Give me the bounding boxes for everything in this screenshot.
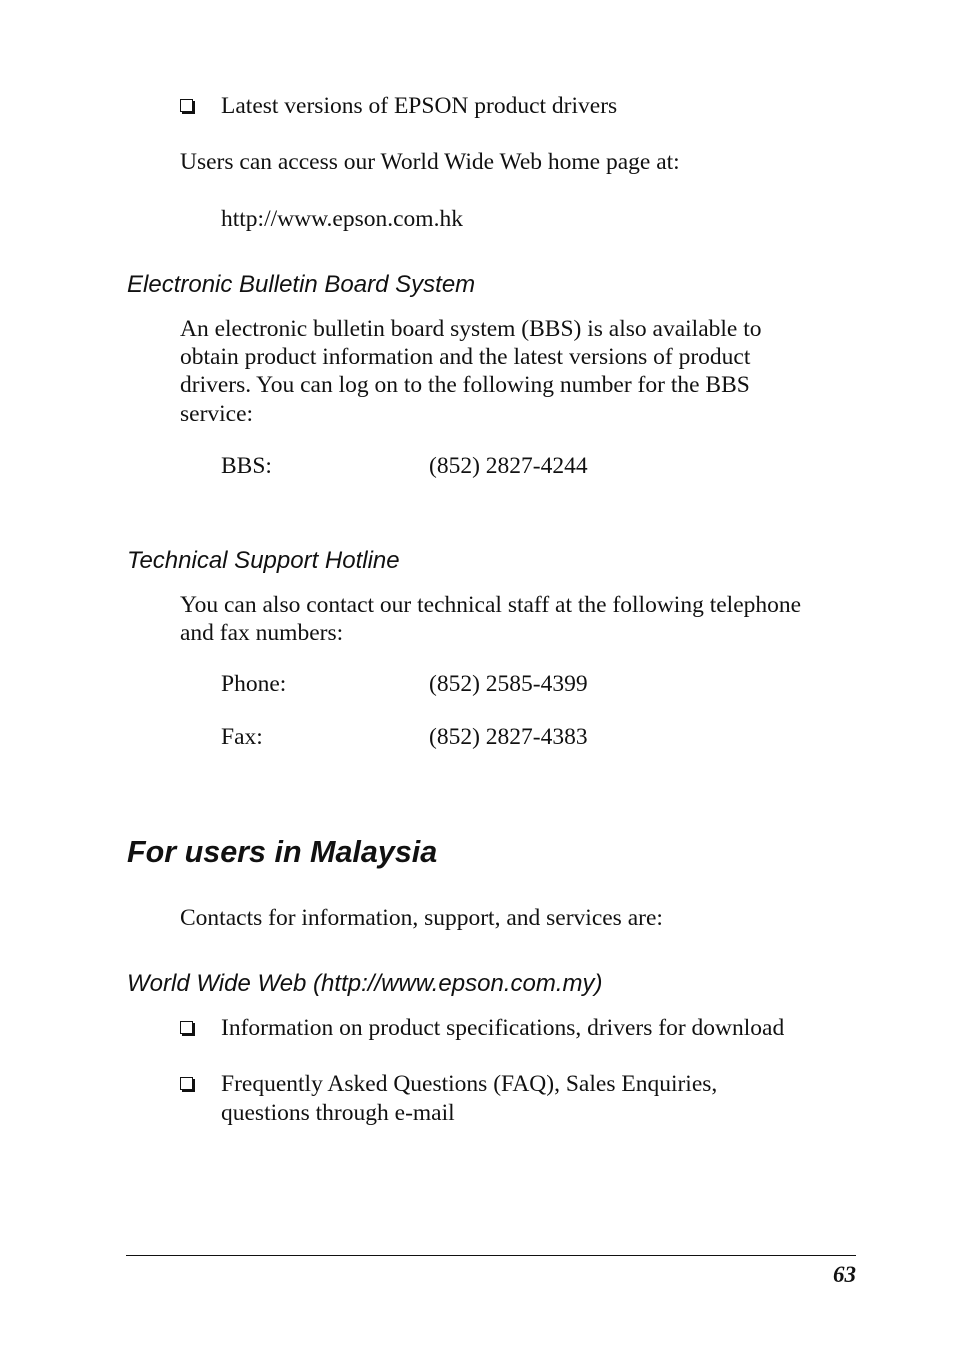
- bullet-box-icon: [180, 1077, 193, 1090]
- bbs-heading: Electronic Bulletin Board System: [127, 271, 476, 298]
- bbs-para-line-1: An electronic bulletin board system (BBS) is also available to: [180, 316, 762, 342]
- bullet-box-icon: [180, 1021, 193, 1034]
- malaysia-intro: Contacts for information, support, and services are:: [180, 905, 663, 931]
- footer-rule: [126, 1255, 856, 1256]
- list-item-drivers: Latest versions of EPSON product drivers: [221, 93, 618, 119]
- fax-number: (852) 2827-4383: [429, 724, 588, 750]
- fax-label: Fax:: [221, 724, 263, 750]
- bbs-para-line-2: obtain product information and the latest versions of product: [180, 344, 751, 370]
- bbs-para-line-3: drivers. You can log on to the following number for the BBS: [180, 372, 750, 398]
- hotline-para-line-2: and fax numbers:: [180, 620, 344, 646]
- malaysia-web-heading: World Wide Web (http://www.epson.com.my): [127, 970, 603, 997]
- bbs-number: (852) 2827-4244: [429, 453, 588, 479]
- list-item-faq-line-1: Frequently Asked Questions (FAQ), Sales Enquiries,: [221, 1071, 718, 1097]
- hotline-para-line-1: You can also contact our technical staff at the following telephone: [180, 592, 802, 618]
- bullet-box-icon: [180, 99, 193, 112]
- web-url: http://www.epson.com.hk: [221, 206, 463, 232]
- phone-number: (852) 2585-4399: [429, 671, 588, 697]
- web-intro-text: Users can access our World Wide Web home page at:: [180, 149, 680, 175]
- phone-label: Phone:: [221, 671, 287, 697]
- bbs-label: BBS:: [221, 453, 272, 479]
- bbs-para-line-4: service:: [180, 401, 254, 427]
- page-number: 63: [833, 1262, 856, 1287]
- malaysia-heading: For users in Malaysia: [127, 835, 438, 869]
- list-item-faq-line-2: questions through e-mail: [221, 1100, 455, 1126]
- list-item-product-info: Information on product specifications, drivers for download: [221, 1015, 785, 1041]
- hotline-heading: Technical Support Hotline: [127, 547, 400, 574]
